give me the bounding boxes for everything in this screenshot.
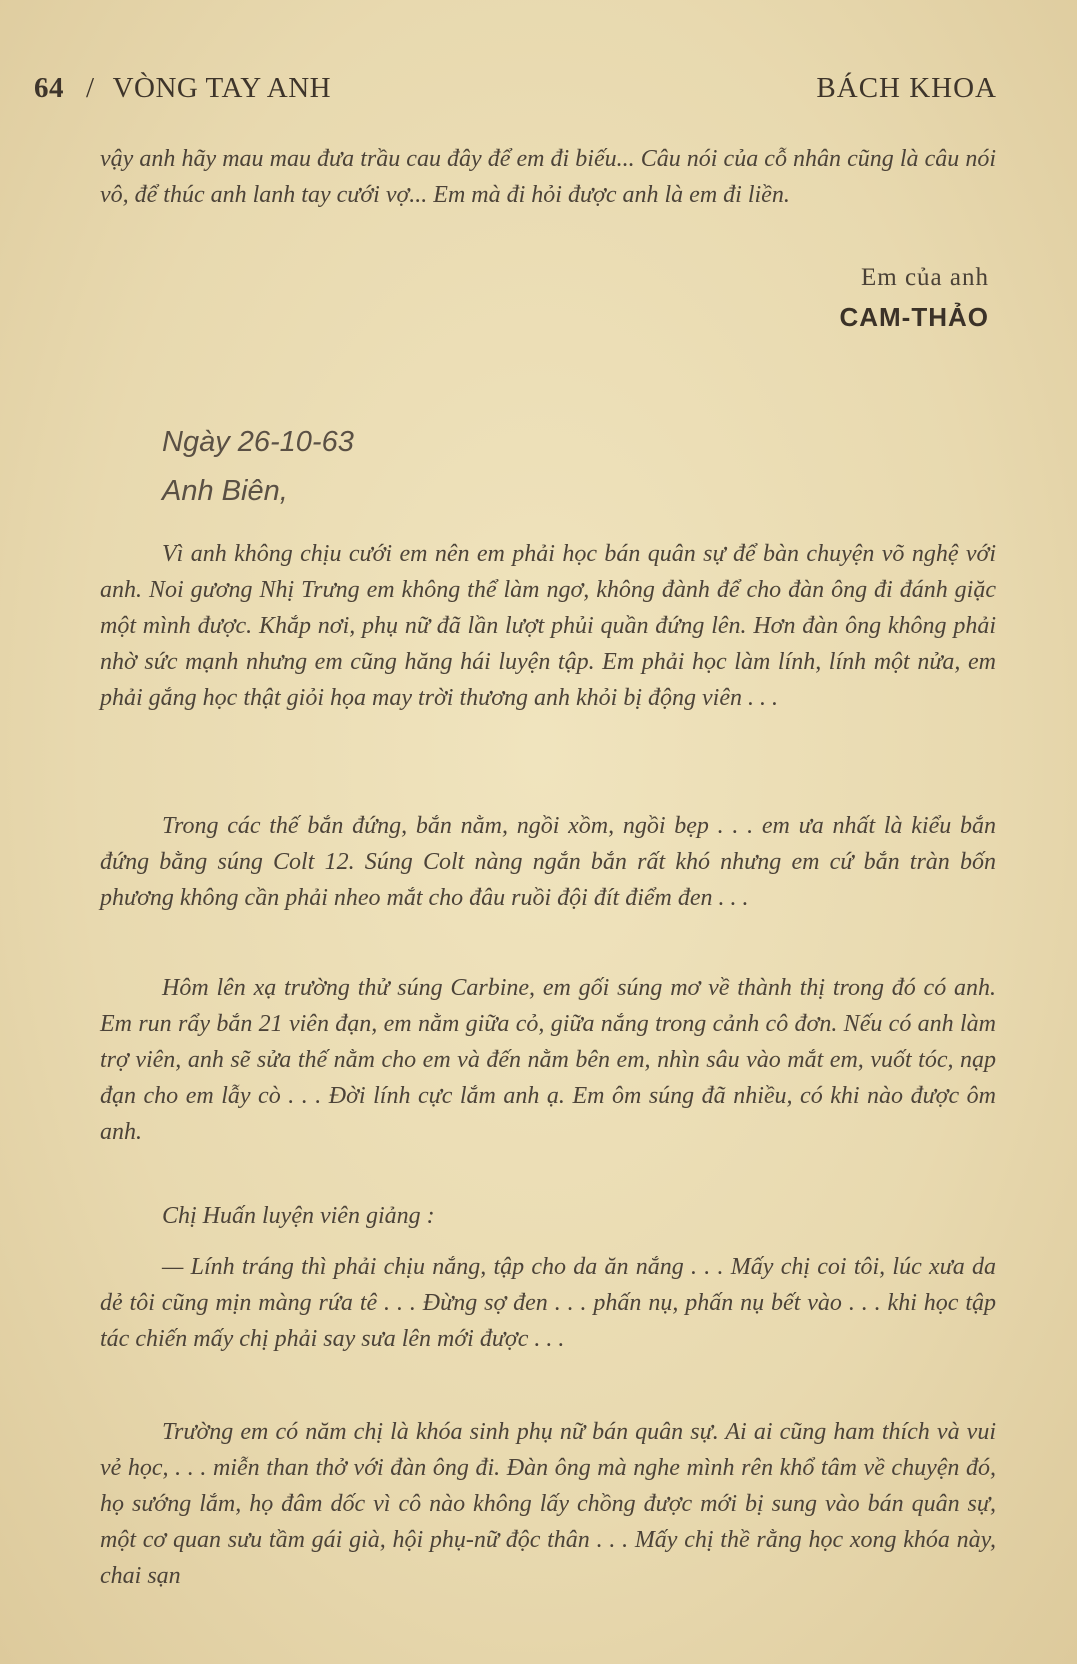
- letter-signature-block: [839, 264, 989, 333]
- signature: CAM-THẢO: [839, 302, 989, 332]
- running-header: [34, 72, 997, 116]
- paragraph: [100, 970, 996, 1150]
- paragraph: [100, 1414, 996, 1594]
- paragraph-text: Hôm lên xạ trường thử súng Carbine, em gối súng mơ về thành thị trong đó có anh. Em run rẩy bắn 21 viên đạn, em nằm giữa cỏ, giữa nắng trong cảnh cô đơn. Nếu có anh làm trợ viên, anh sẽ sửa thế nằm cho em và đến nằm bên em, nhìn sâu vào mắt em, vuốt tóc, nạp đạn cho em lẫy cò . . . Đời lính cực lắm anh ạ. Em ôm súng đã nhiều, có khi nào được ôm anh.: [100, 975, 996, 1145]
- paragraph-text: Trong các thế bắn đứng, bắn nằm, ngồi xồm, ngồi bẹp . . . em ưa nhất là kiểu bắn đứng bằng súng Colt 12. Súng Colt nàng ngắn bắn rất khó nhưng em cứ bắn tràn bốn phương không cần phải nheo mắt cho đâu ruồi đội đít điểm đen . . .: [100, 813, 996, 911]
- letter-closing-paragraph: vậy anh hãy mau mau đưa trầu cau đây để em đi biếu... Câu nói của cỗ nhân cũng là câu nói vô, để thúc anh lanh tay cưới vợ... Em mà đi hỏi được anh là em đi liền.: [100, 146, 996, 208]
- article-title: VÒNG TAY ANH: [112, 72, 332, 104]
- paragraph-text: Vì anh không chịu cưới em nên em phải học bán quân sự để bàn chuyện võ nghệ với anh. Noi gương Nhị Trưng em không thể làm ngơ, không đành để cho đàn ông đi đánh giặc một mình được. Khắp nơi, phụ nữ đã lần lượt phủi quần đứng lên. Hơn đàn ông không phải nhờ sức mạnh nhưng em cũng hăng hái luyện tập. Em phải học làm lính, lính một nửa, em phải gắng học thật giỏi họa may trời thương anh khỏi bị động viên . . .: [100, 541, 996, 711]
- page-number: 64: [34, 72, 64, 104]
- header-separator: /: [86, 72, 95, 104]
- paragraph-text: Trường em có năm chị là khóa sinh phụ nữ bán quân sự. Ai ai cũng ham thích và vui vẻ học, . . . miễn than thở với đàn ông đi. Đàn ông mà nghe mình rên khổ tâm về chuyện đó, họ sướng lắm, họ đâm dốc vì cô nào không lấy chồng được mới bị sung vào bán quân sự, một cơ quan sưu tầm gái già, hội phụ-nữ độc thân . . . Mấy chị thề rằng học xong khóa này, chai sạn: [100, 1419, 996, 1589]
- paragraph: [100, 808, 996, 916]
- paragraph: [100, 536, 996, 716]
- signoff: Em của anh: [860, 264, 989, 291]
- magazine-name: BÁCH KHOA: [816, 72, 997, 104]
- letter-greeting: Anh Biên,: [162, 475, 288, 507]
- paragraph: [100, 1198, 996, 1234]
- paragraph-text: Chị Huấn luyện viên giảng :: [162, 1203, 435, 1229]
- paragraph-text: — Lính tráng thì phải chịu nắng, tập cho da ăn nắng . . . Mấy chị coi tôi, lúc xưa da dẻ tôi cũng mịn màng rứa tê . . . Đừng sợ đen . . . phấn nụ, phấn nụ bết vào . . . khi học tập tác chiến mấy chị phải say sưa lên mới được . . .: [100, 1254, 996, 1352]
- letter-date: Ngày 26-10-63: [162, 426, 354, 458]
- paragraph: [100, 1249, 996, 1357]
